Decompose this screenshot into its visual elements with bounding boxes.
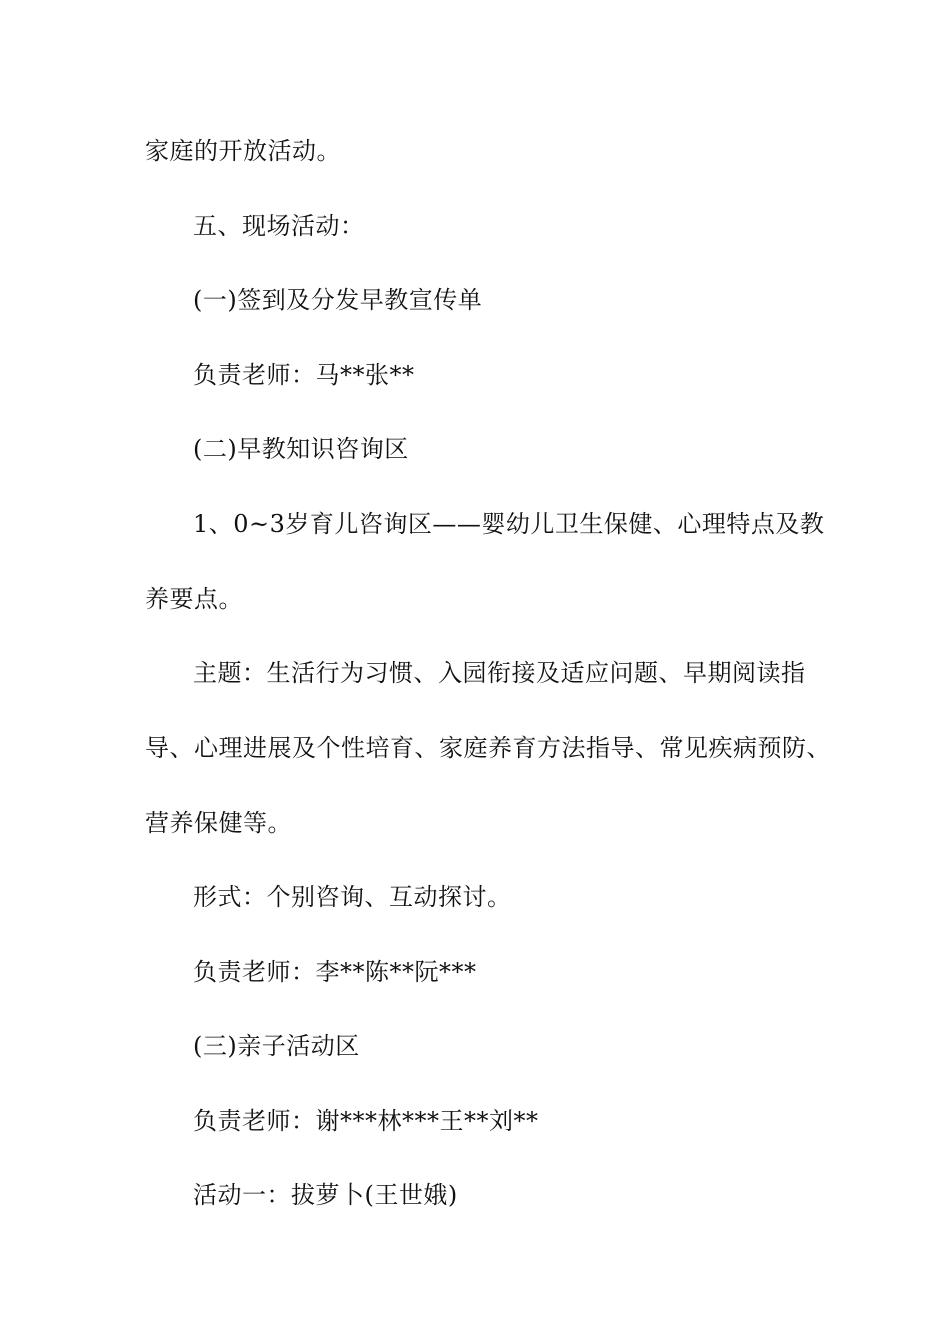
paragraph-line: 养要点。 <box>145 585 243 613</box>
subsection-heading: (一)签到及分发早教宣传单 <box>193 286 483 314</box>
paragraph-line: 营养保健等。 <box>145 809 292 837</box>
paragraph-line: 1、0~3岁育儿咨询区——婴幼儿卫生保健、心理特点及教 <box>193 510 825 538</box>
subsection-heading: (二)早教知识咨询区 <box>193 435 409 463</box>
paragraph-line: 负责老师：马**张** <box>193 361 415 389</box>
paragraph-line: 形式：个别咨询、互动探讨。 <box>193 883 512 911</box>
paragraph-line: 负责老师：谢***林***王**刘** <box>193 1107 539 1135</box>
section-heading: 五、现场活动： <box>193 212 365 240</box>
paragraph-line: 家庭的开放活动。 <box>145 137 341 165</box>
paragraph-line: 活动一：拔萝卜(王世娥) <box>193 1181 458 1209</box>
paragraph-line: 导、心理进展及个性培育、家庭养育方法指导、常见疾病预防、 <box>145 734 831 762</box>
subsection-heading: (三)亲子活动区 <box>193 1032 360 1060</box>
paragraph-line: 负责老师：李**陈**阮*** <box>193 958 477 986</box>
paragraph-line: 主题：生活行为习惯、入园衔接及适应问题、早期阅读指 <box>193 659 806 687</box>
